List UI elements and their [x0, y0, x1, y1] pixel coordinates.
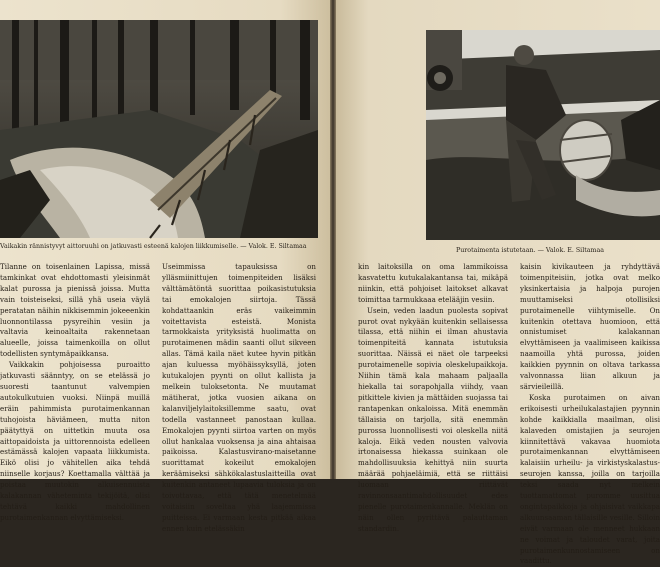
photo-caption: Vaikakin rännistyvyt aittoruuhi on jatkuvasti esteenä kalojen liikkumiselle. — Valok. E. Siltamaa — [0, 243, 307, 250]
text-column-left-2 — [162, 262, 316, 535]
paragraph: Useimmissa tapauksissa on ylläsmiinittujen toimenpiteiden lisäksi välttämätöntä suorittaa poikasistutuksia tai emokalojen siirtoja. Tässä kohdattaankin eräs vaikeimmin voitettavista esteistä. Monista tarmokkaista yrityksistä huolimatta on purotaimenen mädin saanti ollut sikveen allas. Tämä kaila näet kutee hyvin pitkän ajan kuluessa myöhäissyksyllä, joten kutukalojen pyynti on ollut kallista ja melkein tuloksetonta. Ne muutamat mätiherat, jotka vuosien aikana on kalanviljelylaitoksillemme saatu, ovat todella vastanneet panostaan kullaa. Emokalojen pyynti siirtoa varten on myös ollut hankalaa vuoksensa ja aina ahtaisaa paikoissa. Kalastusvirano-maisetanne suorittamat kokeilut emokalojen keräämiseksi sähkökalastuslaitteilla ovat kuitenkin antaneet lupaavia tuloksia ja on toivottavaa, että tätä menetelmää voitaisiin soveltaa yhä laajemmissa puitteissa. Ei varmaan kesta pitkää aikaa ennen kuin etelässäkin — [162, 262, 316, 533]
paragraph: Tilanne on toisenlainen Lapissa, missä tamkinkat ovat ehdottomasti yleisinmät kalat purossa ja pienissä joissa. Mutta vain toisteiseksi, sillä yhä useia väylä peratatan näihin nikkisemmin jokeeenkin luonnontilassa pysyreihin vesiin ja valtavia keinoaltaita rakennetaan alueelle, joissa taimenkoilla on ollut todellisten syntymäpaikkansa. — [0, 262, 150, 359]
text-column-left-1 — [0, 262, 150, 524]
photo-fish-stocking — [426, 30, 660, 240]
paragraph: kin laitoksilla on oma lammikoissa kasvatettu kutukalakantansa tai, mikäpä niinkin, että pohjoiset laitokset alkavat toimittaa tarmukkaaa etelääjin vesiin. — [358, 262, 508, 304]
left-page — [0, 0, 330, 533]
photo-log-chute — [0, 20, 318, 238]
paragraph: kaisin kivikauteen ja ryhdyttävä toimenpiteisiin, jotka ovat melko yksinkertaisia ja halpoja purojen muuttamiseksi otollisiksi purotaimenelle viihtymiselle. On kuitenkin otettava huomioon, että onnistumiset kalakannan elvyttämiseen ja vaalimiseen kaikissa naamoilla yhtä purossa, joiden kaikkien pyynnin on oltava tarkassa valvonnassa liian alkuun ja särvieileillä. — [520, 262, 660, 391]
paragraph: Vaikkakin pohjoisessa puroaitto jatkuvasti säänntyy, on se etelässä jo suoresti taantunut valvempien autokulkutuien vuoksi. Niinpä muillä eräin pahimmista purotaimenkannan tuhojoista häviämeen, mutta niton päätyttyä on uittetkin muuta osa aittopaidoista ja uittorennoista edelleen estämässä kalojen vapaata liikkumista. Eikö olisi jo vähitellen aika tehdä niinselle korjaus? Koettamalla välttää ja poistaa muutokin alkuisennuista kalakannan väheteminta tekijöitä, olisi tehtävä kaikki mahdollinen purotaimenkannan elvyttämiseksi. — [0, 360, 150, 522]
text-column-right-1 — [358, 262, 508, 535]
right-page — [336, 0, 660, 566]
paragraph: Koska purotaimen on aivan erikoisesti urheilukalastajien pyynnin kohde kaikkialla maailman, olisi kalaveden omistajien ja seurojen kiinnitettävä vakavaa huomiota purotaimenkannan elvyttämiseen kalaisiin urheilu- ja virkistyskalastus-seurojen kanssa, joilla on tarjoilla teksi saada nyt melkein tuottamattomat puromme uusittua ongintapaikkoja ja ohjaisivat vaikkapa alkuunsaaman tällaisille vesille. Silloin eivät varmaan ole menneet hukkaan ne voimat ja taloudet varat, joita purotaimenkunnostamiseen on vaadittu. — [520, 392, 660, 566]
paragraph: Usein, veden laadun puolesta sopivat purot ovat nykyään kuitenkin sellaisessa tilassa, että niihin ei ilman ahustavia toimenpiteitä kannata istutuksia suorittaa. Näissä ei näet ole tarpeeksi purotaimenelle sopivia oleskelupaikkoja. Niihin tämä kala mahaam paljaalla hiekalla tai sorapohjalla viihdy, vaan pitkittele kivien ja mättäiden suojassa tai rantapenkan onkaloissa. Mitä enemmän tällaisia on tarjolla, sitä enemmän purossa luonnollisesti voi oleskella niitä kaloja. Eikä veden nousten valvovia irtonaisessa hiekassa suinkaan ole mahdollisuuksia kehittyä niin suurta määrää pohjaeläimiä, että se riittäisi luomaan riittävät ravinnonsaantimahdollisuudet edes pienelle purotaimenkannalle. Meklän on näin ollen pyrittävä palauttaman standardin. — [358, 305, 508, 533]
text-column-right-2 — [520, 262, 660, 567]
photo-caption: Purotaimenta istutetaan. — Valok. E. Siltamaa — [456, 247, 604, 254]
